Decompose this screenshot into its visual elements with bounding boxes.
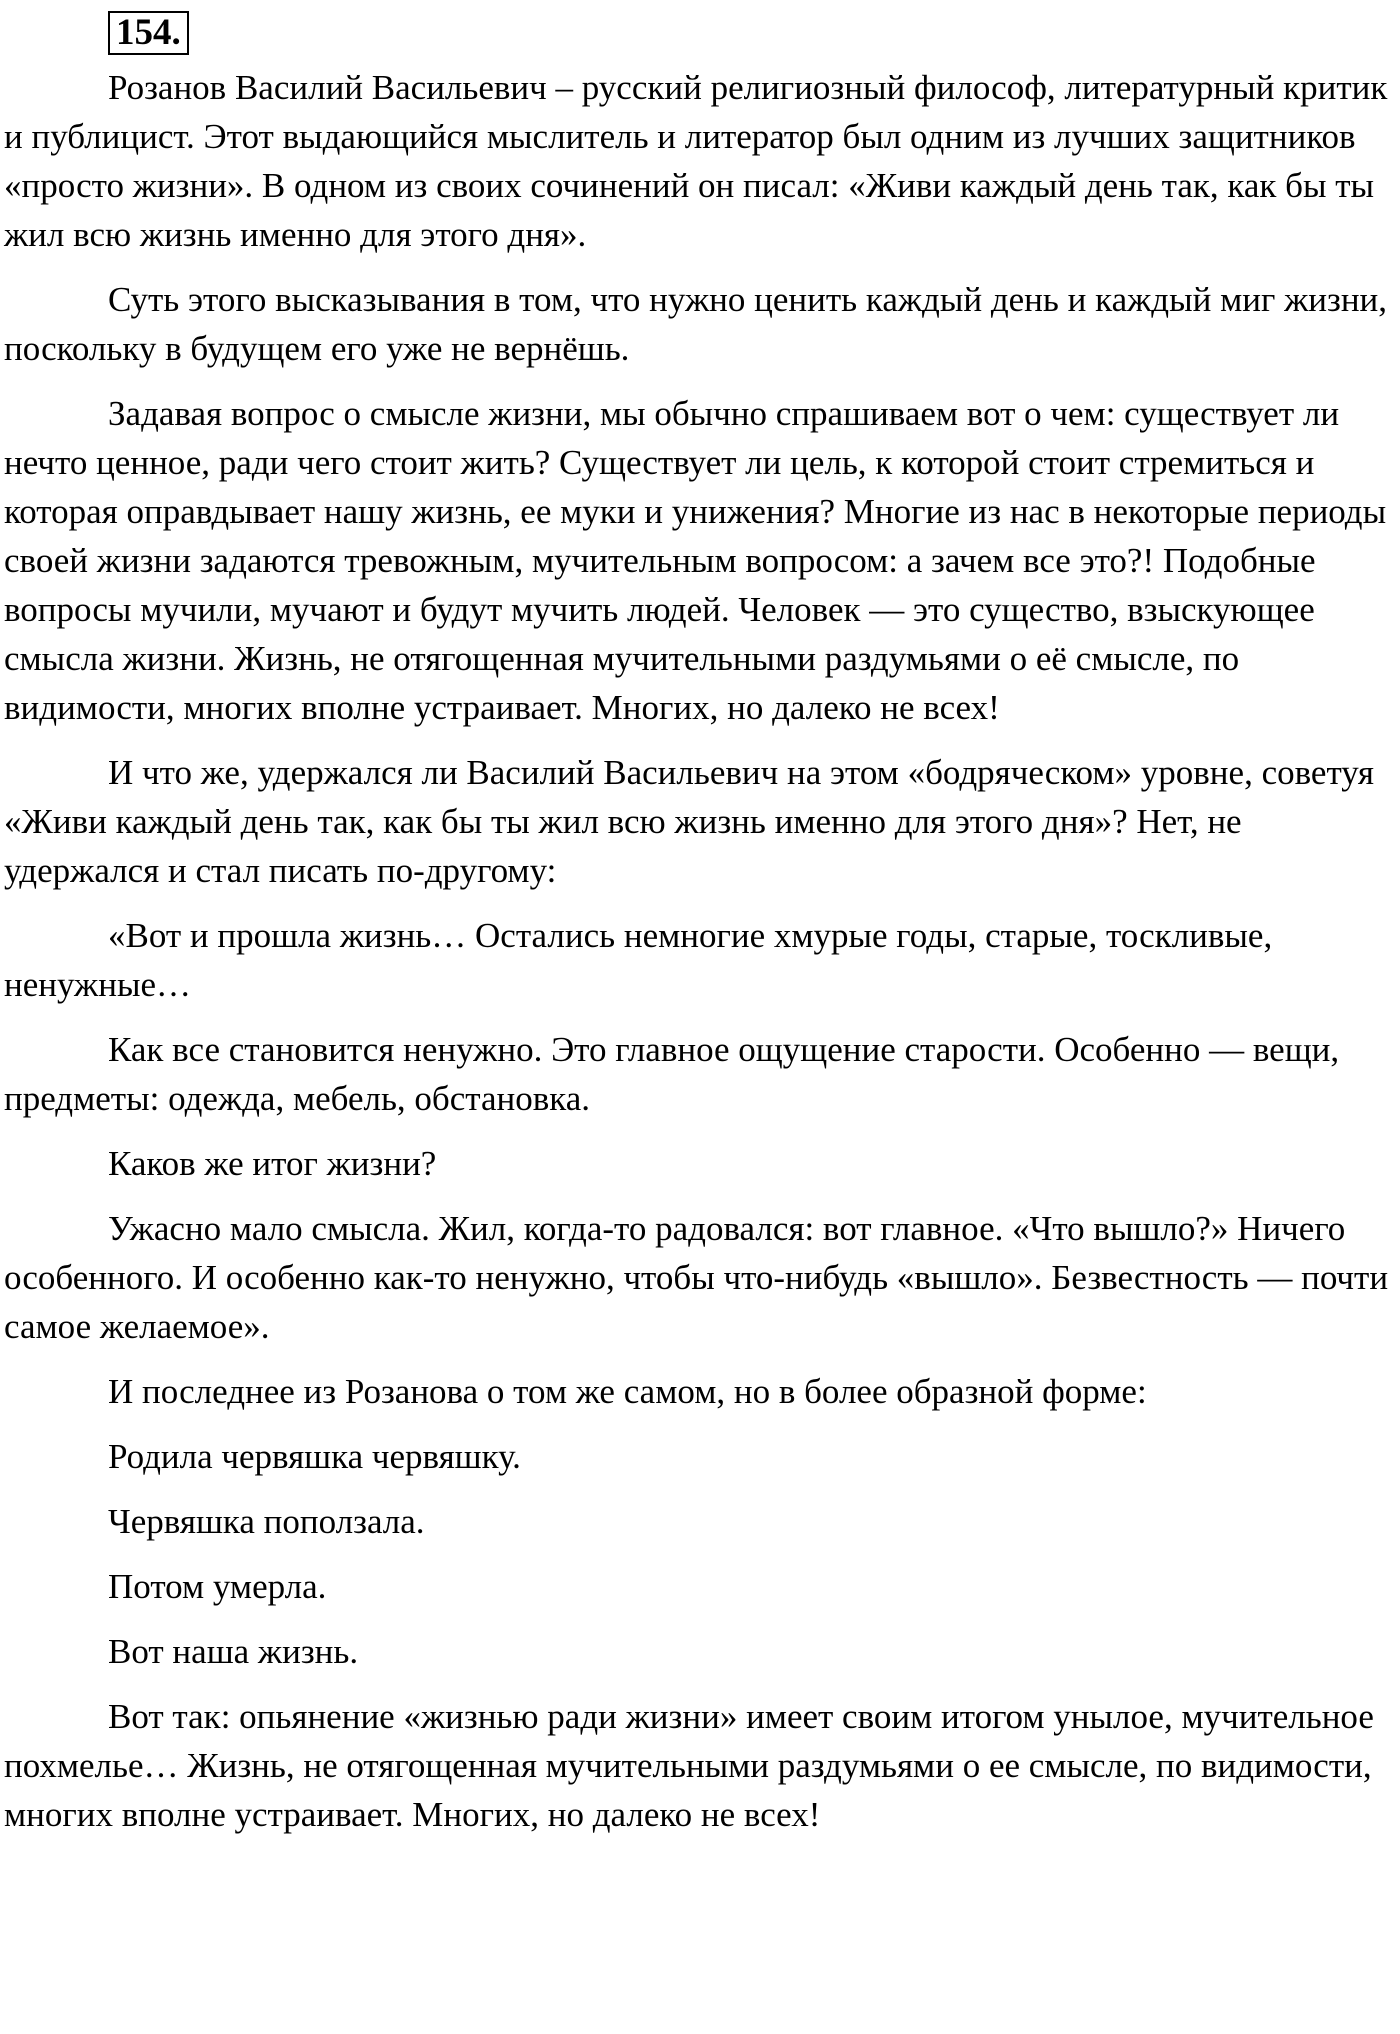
poem-line: Родила червяшка червяшку. (108, 1437, 521, 1476)
exercise-number: 154. (108, 11, 189, 55)
paragraph: Вот так: опьянение «жизнью ради жизни» имеет своим итогом унылое, мучительное похмелье… Жизнь, не отягощенная мучительными раздумьями о ее смысле, по видимости, многих вполне устраивает. Многих, но далеко не всех! (4, 1697, 1374, 1834)
poem-line: Червяшка поползала. (108, 1502, 425, 1541)
paragraph: Каков же итог жизни? (108, 1144, 437, 1183)
paragraph: Суть этого высказывания в том, что нужно ценить каждый день и каждый миг жизни, поскольку в будущем его уже не вернёшь. (4, 280, 1388, 368)
paragraph: Розанов Василий Васильевич – русский религиозный философ, литературный критик и публицист. Этот выдающийся мыслитель и литератор был одним из лучших защитников «просто жизни». В одном из своих сочинений он писал: «Живи каждый день так, как бы ты жил всю жизнь именно для этого дня». (4, 68, 1388, 254)
paragraph: Как все становится ненужно. Это главное ощущение старости. Особенно — вещи, предметы: одежда, мебель, обстановка. (4, 1030, 1340, 1118)
paragraph: И что же, удержался ли Василий Васильевич на этом «бодряческом» уровне, советуя «Живи каждый день так, как бы ты жил всю жизнь именно для этого дня»? Нет, не удержался и стал писать по-другому: (4, 753, 1375, 890)
document-text (4, 63, 1396, 1839)
poem-line: Вот наша жизнь. (108, 1632, 359, 1671)
paragraph: И последнее из Розанова о том же самом, но в более образной форме: (108, 1372, 1147, 1411)
paragraph: Ужасно мало смысла. Жил, когда-то радовался: вот главное. «Что вышло?» Ничего особенного. И особенно как-то ненужно, чтобы что-нибудь «вышло». Безвестность — почти самое желаемое». (4, 1209, 1389, 1346)
paragraph: «Вот и прошла жизнь… Остались немногие хмурые годы, старые, тоскливые, ненужные… (4, 916, 1273, 1004)
poem-line: Потом умерла. (108, 1567, 327, 1606)
paragraph: Задавая вопрос о смысле жизни, мы обычно спрашиваем вот о чем: существует ли нечто ценное, ради чего стоит жить? Существует ли цель, к которой стоит стремиться и которая оправдывает нашу жизнь, ее муки и унижения? Многие из нас в некоторые периоды своей жизни задаются тревожным, мучительным вопросом: а зачем все это?! Подобные вопросы мучили, мучают и будут мучить людей. Человек — это существо, взыскующее смысла жизни. Жизнь, не отягощенная мучительными раздумьями о её смысле, по видимости, многих вполне устраивает. Многих, но далеко не всех! (4, 394, 1387, 727)
